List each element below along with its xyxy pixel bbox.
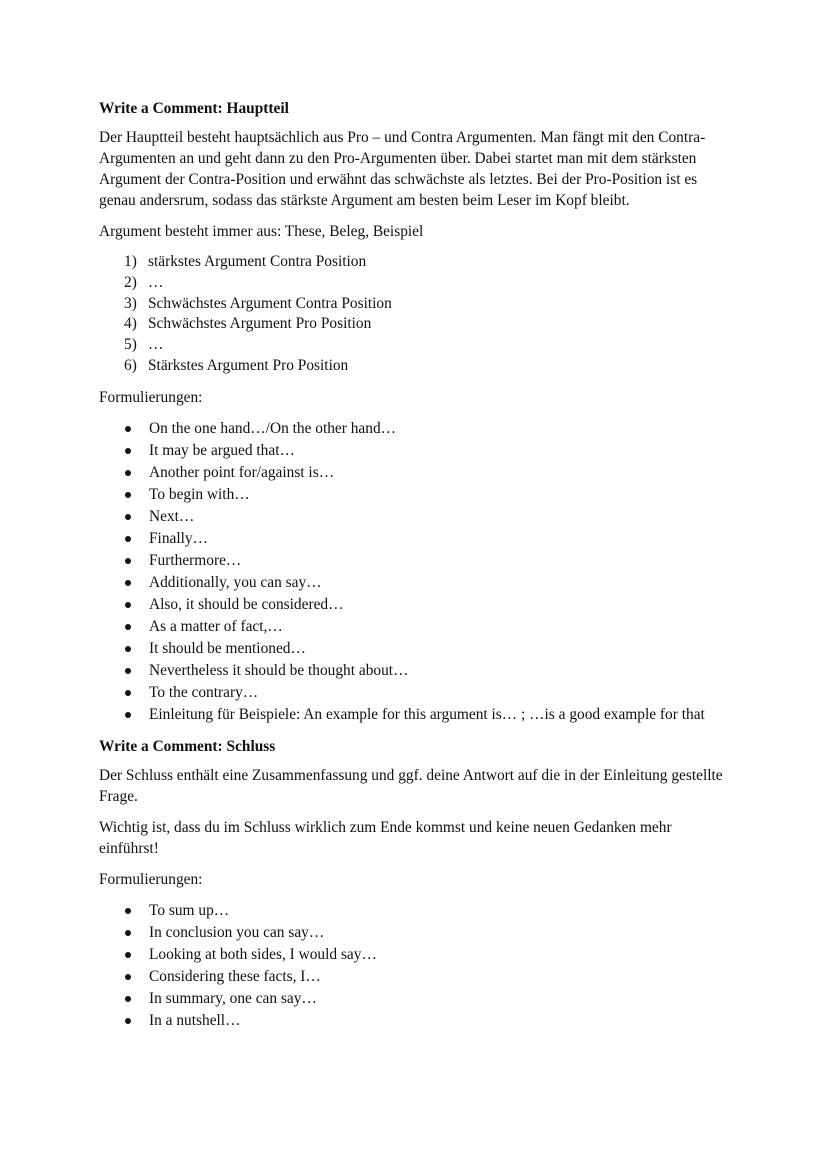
bullet-icon: [121, 660, 149, 682]
phrase-text: On the one hand…/On the other hand…: [149, 419, 397, 437]
argument-order-list: [99, 252, 732, 377]
list-item: [121, 506, 732, 528]
list-item: [121, 638, 732, 660]
bullet-icon: [121, 966, 149, 988]
list-item: [121, 988, 732, 1010]
list-text: …: [148, 336, 164, 354]
list-item: [124, 252, 732, 273]
phrase-text: To begin with…: [149, 485, 250, 503]
phrase-text: In a nutshell…: [149, 1011, 241, 1029]
list-item: [121, 1010, 732, 1032]
list-number: 2): [124, 273, 137, 291]
formulierungen-label: Formulierungen:: [99, 388, 203, 406]
phrase-text: It may be argued that…: [149, 441, 295, 459]
list-item: [124, 273, 732, 294]
list-item: [121, 418, 732, 440]
bullet-icon: [121, 900, 149, 922]
phrase-text: Finally…: [149, 529, 208, 547]
schluss-phrase-list: [99, 900, 732, 1032]
list-item: [121, 922, 732, 944]
list-number: 6): [124, 356, 137, 374]
list-item: [121, 594, 732, 616]
bullet-icon: [121, 1010, 149, 1032]
bullet-icon: [121, 572, 149, 594]
phrase-text: Nevertheless it should be thought about…: [149, 661, 409, 679]
phrase-text: To the contrary…: [149, 683, 259, 701]
list-text: …: [148, 273, 164, 291]
hauptteil-intro: Der Hauptteil besteht hauptsächlich aus Pro – und Contra Argumenten. Man fängt mit den Contra-Argumenten an und geht dann zu den Pro-Argumenten über. Dabei startet man mit dem stärksten Argument der Contra-Position und erwähnt das schwächste als letztes. Bei der Pro-Position ist es genau andersrum, sodass das stärkste Argument am besten beim Leser im Kopf bleibt.: [99, 129, 706, 209]
list-item: [121, 660, 732, 682]
bullet-icon: [121, 682, 149, 704]
schluss-note: Wichtig ist, dass du im Schluss wirklich zum Ende kommst und keine neuen Gedanken mehr einführst!: [99, 818, 672, 857]
bullet-icon: [121, 988, 149, 1010]
argument-note: Argument besteht immer aus: These, Beleg, Beispiel: [99, 223, 424, 240]
hauptteil-section: [99, 98, 732, 726]
list-item: [124, 335, 732, 356]
phrase-text: Another point for/against is…: [149, 463, 335, 481]
list-item: [121, 440, 732, 462]
list-item: [121, 550, 732, 572]
list-number: 1): [124, 253, 137, 270]
list-item: [121, 616, 732, 638]
list-item: [124, 356, 732, 377]
phrase-text: Einleitung für Beispiele: An example for this argument is… ; …is a good example for that: [149, 705, 705, 723]
bullet-icon: [121, 506, 149, 528]
list-item: [121, 944, 732, 966]
list-text: Stärkstes Argument Pro Position: [148, 356, 349, 374]
phrase-text: It should be mentioned…: [149, 639, 306, 657]
bullet-icon: [121, 484, 149, 506]
bullet-icon: [121, 638, 149, 660]
bullet-icon: [121, 440, 149, 462]
list-text: Schwächstes Argument Pro Position: [148, 315, 372, 333]
hauptteil-heading: Write a Comment: Hauptteil: [99, 100, 289, 117]
list-item: [121, 704, 732, 726]
list-item: [121, 682, 732, 704]
phrase-text: As a matter of fact,…: [149, 617, 283, 635]
list-text: stärkstes Argument Contra Position: [148, 253, 367, 270]
phrase-text: In summary, one can say…: [149, 989, 317, 1007]
list-number: 3): [124, 294, 137, 312]
bullet-icon: [121, 944, 149, 966]
list-item: [124, 314, 732, 335]
bullet-icon: [121, 418, 149, 440]
bullet-icon: [121, 528, 149, 550]
phrase-text: Next…: [149, 507, 195, 525]
schluss-heading: Write a Comment: Schluss: [99, 737, 276, 755]
phrase-text: Considering these facts, I…: [149, 967, 321, 985]
phrase-text: To sum up…: [149, 901, 230, 919]
list-item: [121, 484, 732, 506]
phrase-text: Additionally, you can say…: [149, 573, 322, 591]
phrase-text: Furthermore…: [149, 551, 242, 569]
formulierungen-label: Formulierungen:: [99, 870, 203, 888]
bullet-icon: [121, 704, 149, 726]
list-text: Schwächstes Argument Contra Position: [148, 294, 392, 312]
list-item: [121, 966, 732, 988]
list-item: [121, 572, 732, 594]
phrase-text: Also, it should be considered…: [149, 595, 344, 613]
bullet-icon: [121, 616, 149, 638]
list-item: [121, 528, 732, 550]
bullet-icon: [121, 462, 149, 484]
list-item: [121, 900, 732, 922]
bullet-icon: [121, 550, 149, 572]
phrase-text: Looking at both sides, I would say…: [149, 945, 377, 963]
list-number: 5): [124, 336, 137, 354]
phrase-text: In conclusion you can say…: [149, 923, 325, 941]
list-number: 4): [124, 315, 137, 333]
list-item: [121, 462, 732, 484]
list-item: [124, 294, 732, 315]
bullet-icon: [121, 922, 149, 944]
schluss-section: [99, 736, 732, 1032]
bullet-icon: [121, 594, 149, 616]
hauptteil-phrase-list: [99, 418, 732, 726]
schluss-intro: Der Schluss enthält eine Zusammenfassung und ggf. deine Antwort auf die in der Einleitung gestellte Frage.: [99, 766, 723, 805]
